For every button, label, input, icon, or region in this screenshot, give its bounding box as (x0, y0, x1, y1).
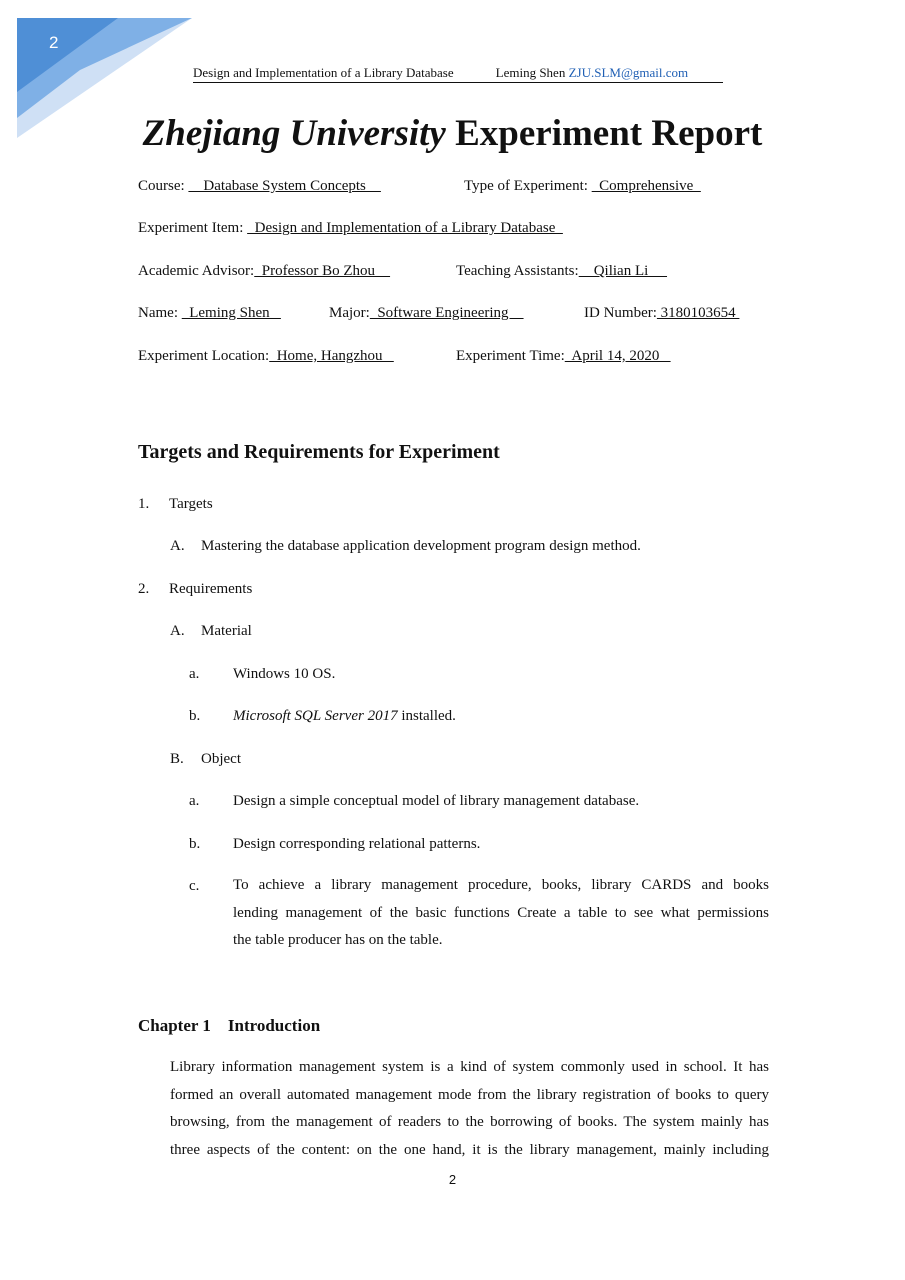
course-value: Database System Concepts (188, 178, 381, 194)
name-label: Name: (138, 305, 178, 321)
report-title (0, 110, 905, 158)
course-field (138, 176, 381, 196)
footer-page-number: 2 (448, 1172, 457, 1187)
info-row-item (138, 218, 563, 238)
location-value: Home, Hangzhou (269, 348, 394, 364)
text-line: To achieve a library management procedure, books, library CARDS and books (233, 877, 769, 893)
advisor-field (138, 261, 390, 281)
list-marker: 1. (138, 496, 150, 512)
list-marker: b. (189, 836, 201, 852)
type-value: Comprehensive (591, 178, 701, 194)
type-label: Type of Experiment: (464, 178, 588, 194)
list-item-object-c-text (233, 872, 769, 955)
major-value: Software Engineering (369, 305, 524, 321)
text-line: browsing, from the management of readers to the borrowing of books. The system mainly has (170, 1114, 769, 1130)
section-heading-targets: Targets and Requirements for Experiment (138, 441, 500, 463)
list-text: Targets (169, 496, 213, 512)
name-value: Leming Shen (181, 305, 281, 321)
list-text: Mastering the database application development program design method. (201, 538, 641, 554)
chapter-heading-introduction: Chapter 1 Introduction (138, 1016, 321, 1035)
ta-label: Teaching Assistants: (456, 263, 579, 279)
ta-field (456, 261, 667, 281)
list-marker: 2. (138, 581, 150, 597)
text-line: formed an overall automated management mode from the library registration of books to query (170, 1086, 769, 1103)
list-marker: A. (170, 538, 185, 554)
list-marker: B. (170, 751, 184, 767)
time-value: April 14, 2020 (564, 348, 671, 364)
software-name: Microsoft SQL Server 2017 (233, 708, 398, 724)
report-title-rest: Experiment Report (455, 113, 763, 154)
list-text: Material (201, 623, 252, 639)
item-label: Experiment Item: (138, 220, 244, 236)
header-title: Design and Implementation of a Library Database (193, 65, 454, 80)
introduction-paragraph (170, 1054, 769, 1164)
major-label: Major: (329, 305, 370, 321)
type-field (464, 176, 701, 196)
list-text (233, 706, 456, 726)
item-value: Design and Implementation of a Library Database (247, 220, 563, 236)
list-marker: A. (170, 623, 185, 639)
course-label: Course: (138, 178, 185, 194)
running-header (193, 65, 723, 83)
list-text: Design corresponding relational patterns. (233, 836, 481, 852)
report-title-university: Zhejiang University (142, 113, 446, 154)
id-field (584, 303, 739, 323)
header-author: Leming Shen (495, 65, 566, 80)
list-text: Object (201, 751, 241, 767)
list-text: Windows 10 OS. (233, 666, 336, 682)
time-field (456, 346, 671, 366)
list-marker: a. (189, 793, 200, 809)
text-line: Library information management system is a kind of system commonly used in school. It has (170, 1059, 769, 1075)
ta-value: Qilian Li (578, 263, 668, 279)
list-marker: a. (189, 666, 200, 682)
location-field (138, 346, 394, 366)
name-field (138, 303, 281, 323)
text-line: lending management of the basic functions Create a table to see what permissions (233, 904, 769, 921)
list-marker: b. (189, 708, 201, 724)
text-line: the table producer has on the table. (233, 932, 443, 948)
corner-page-number: 2 (49, 33, 59, 52)
list-text: Design a simple conceptual model of library management database. (233, 793, 640, 809)
id-value: 3180103654 (656, 305, 740, 321)
list-text: Requirements (169, 581, 253, 597)
advisor-label: Academic Advisor: (138, 263, 255, 279)
list-marker: c. (189, 878, 200, 894)
text-line: three aspects of the content: on the one hand, it is the library management, mainly including (170, 1141, 769, 1158)
time-label: Experiment Time: (456, 348, 565, 364)
header-email-link[interactable]: ZJU.SLM@gmail.com (568, 65, 689, 80)
major-field (329, 303, 524, 323)
id-label: ID Number: (584, 305, 657, 321)
list-text-rest: installed. (397, 708, 456, 724)
advisor-value: Professor Bo Zhou (254, 263, 391, 279)
location-label: Experiment Location: (138, 348, 270, 364)
